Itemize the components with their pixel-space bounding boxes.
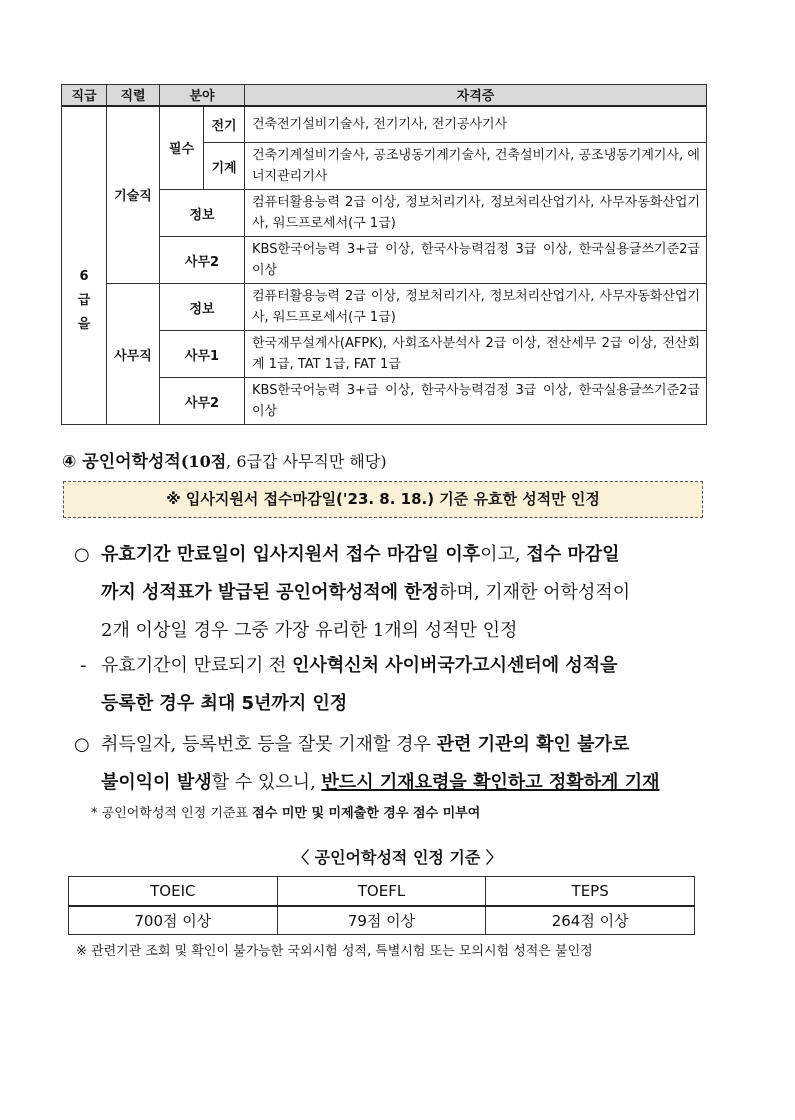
bullet1-text-3: 2개 이상일 경우 그중 가장 유리한 1개의 성적만 인정 [101, 620, 518, 641]
score-table [68, 876, 695, 935]
bullet2-bold-1: 관련 기관의 확인 불가로 [436, 734, 630, 755]
dash-bold-2: 등록한 경우 최대 5년까지 인정 [101, 693, 348, 714]
bullet1-bold-1: 유효기간 만료일이 입사지원서 접수 마감일 이후 [101, 544, 481, 565]
score-value-row [69, 906, 695, 935]
value-toeic: 700점 이상 [69, 906, 278, 935]
value-toefl: 79점 이상 [277, 906, 486, 935]
grade-cell [62, 106, 107, 425]
footnote-bold: 점수 미만 및 미제출한 경우 점수 미부여 [252, 806, 481, 821]
section-title [62, 447, 387, 472]
bullet-mark: ○ [74, 544, 90, 565]
header-cert: 자격증 [245, 85, 707, 106]
header-toefl: TOEFL [277, 877, 486, 907]
bullet1-text-1: 이고, [480, 544, 527, 565]
footnote [91, 802, 480, 821]
qualification-table [61, 84, 707, 425]
value-teps: 264점 이상 [486, 906, 695, 935]
dash-text-1: 유효기간이 만료되기 전 [101, 655, 293, 676]
bullet-valid-period [74, 536, 714, 650]
footnote-text: * 공인어학성적 인정 기준표 [91, 806, 253, 821]
series-tech: 기술직 [107, 106, 160, 284]
cert-machine: 건축기계설비기술사, 공조냉동기계기술사, 건축설비기사, 공조냉동기계기사, 에너지관리기사 [245, 143, 707, 190]
field-info-office: 정보 [160, 284, 245, 331]
bullet1-bold-3: 까지 성적표가 발급된 공인어학성적에 한정 [101, 582, 440, 603]
standard-note: ※ 관련기관 조회 및 확인이 불가능한 국외시험 성적, 특별시험 또는 모의시험 성적은 불인정 [76, 944, 593, 959]
header-field: 분야 [160, 85, 245, 106]
field-machine: 기계 [204, 143, 245, 190]
header-toeic: TOEIC [69, 877, 278, 907]
table-row [62, 284, 707, 331]
header-teps: TEPS [486, 877, 695, 907]
notice-box: ※ 입사지원서 접수마감일('23. 8. 18.) 기준 유효한 성적만 인정 [63, 481, 703, 518]
bullet2-underlined: 반드시 기재요령을 확인하고 정확하게 기재 [321, 772, 660, 793]
field-electric: 전기 [204, 106, 245, 143]
section-title-text: ④ 공인어학성적 [62, 452, 181, 472]
field-office2: 사무2 [160, 378, 245, 425]
table-row [62, 106, 707, 143]
bullet2-text-2: 할 수 있으니, [211, 772, 322, 793]
dash-registration [80, 647, 720, 723]
series-office: 사무직 [107, 284, 160, 425]
header-grade: 직급 [62, 85, 107, 106]
cert-office1: 한국재무설계사(AFPK), 사회조사분석사 2급 이상, 전산세무 2급 이상, 전산회계 1급, TAT 1급, FAT 1급 [245, 331, 707, 378]
header-series: 직렬 [107, 85, 160, 106]
cert-office2: KBS한국어능력 3+급 이상, 한국사능력검정 3급 이상, 한국실용글쓰기준2급 이상 [245, 378, 707, 425]
section-points: (10점 [180, 452, 227, 471]
cert-info-tech: 컴퓨터활용능력 2급 이상, 정보처리기사, 정보처리산업기사, 사무자동화산업기사, 워드프로세서(구 1급) [245, 190, 707, 237]
grade-label: 6 급 을 [77, 269, 91, 333]
bullet-input-warning [74, 726, 714, 802]
dash-bold-1: 인사혁신처 사이버국가고시센터에 성적을 [292, 655, 618, 676]
section-scope: , 6급갑 사무직만 해당) [226, 452, 387, 471]
bullet2-bold-2: 불이익이 발생 [101, 772, 212, 793]
required-label: 필수 [160, 106, 204, 190]
bullet-mark: ○ [74, 734, 90, 755]
standard-title: 〈 공인어학성적 인정 기준 〉 [293, 848, 502, 867]
bullet1-text-2: 하며, 기재한 어학성적이 [439, 582, 631, 603]
table-header-row [62, 85, 707, 106]
field-info-tech: 정보 [160, 190, 245, 237]
cert-info-office: 컴퓨터활용능력 2급 이상, 정보처리기사, 정보처리산업기사, 사무자동화산업기사, 워드프로세서(구 1급) [245, 284, 707, 331]
cert-electric: 건축전기설비기술사, 전기기사, 전기공사기사 [245, 106, 707, 143]
field-office2-tech: 사무2 [160, 237, 245, 284]
field-office1: 사무1 [160, 331, 245, 378]
cert-office2-tech: KBS한국어능력 3+급 이상, 한국사능력검정 3급 이상, 한국실용글쓰기준2급 이상 [245, 237, 707, 284]
score-header-row [69, 877, 695, 907]
bullet1-bold-2: 접수 마감일 [526, 544, 620, 565]
bullet2-text-1: 취득일자, 등록번호 등을 잘못 기재할 경우 [101, 734, 437, 755]
dash-mark: - [80, 655, 87, 676]
